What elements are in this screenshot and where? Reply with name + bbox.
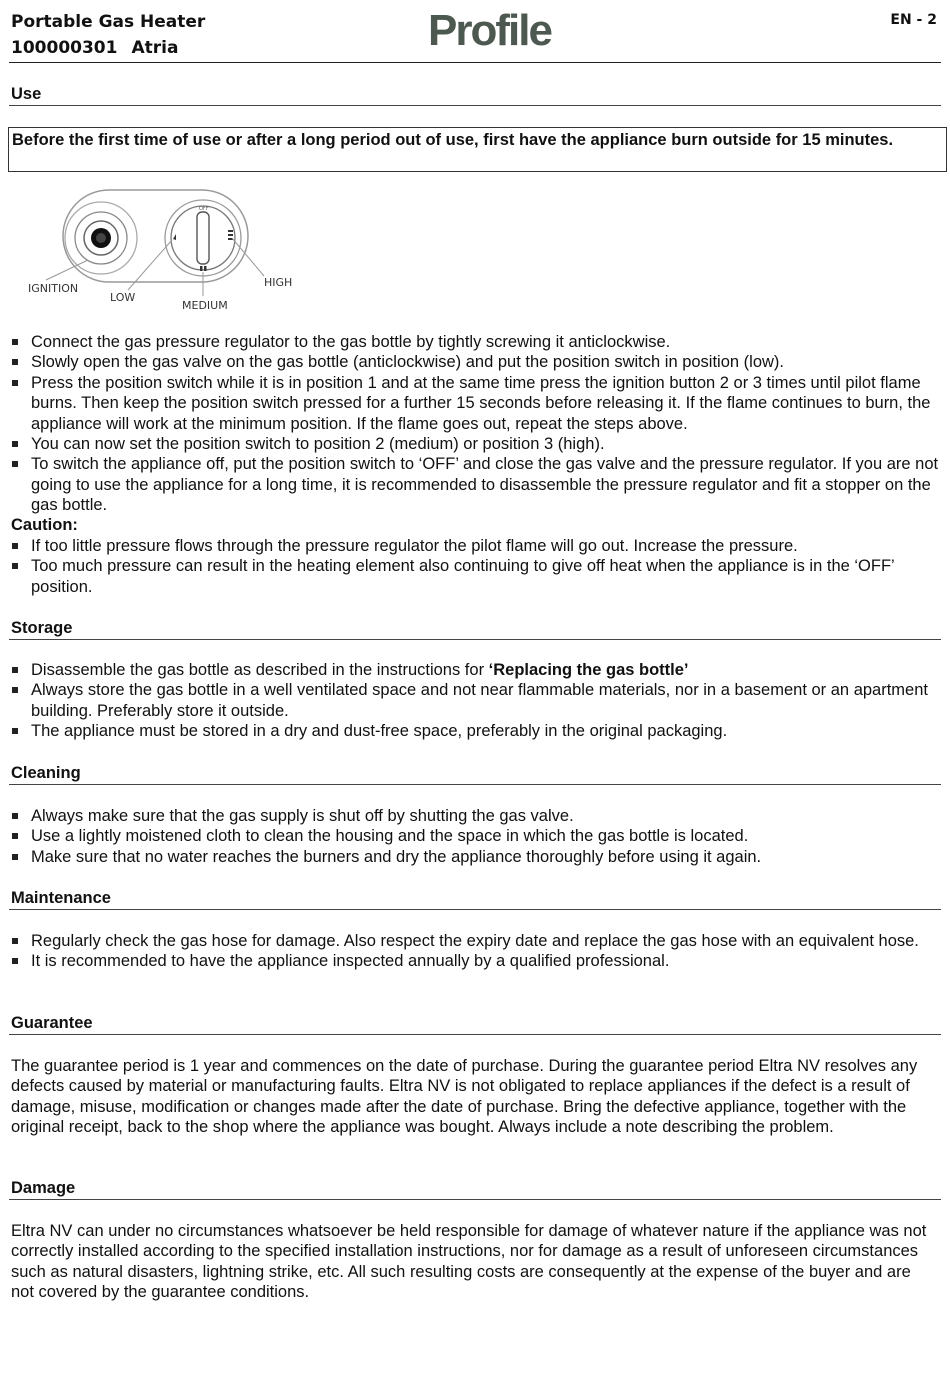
section-heading-damage: Damage [11,1179,76,1197]
list-item: The appliance must be stored in a dry and dust-free space, preferably in the original packaging. [11,721,940,741]
list-item: If too little pressure flows through the pressure regulator the pilot flame will go out. Increase the pressure. [11,536,940,556]
low-label: LOW [110,291,136,304]
page-header [0,0,950,64]
list-item: Make sure that no water reaches the burners and dry the appliance thoroughly before using it again. [11,847,940,867]
list-item: You can now set the position switch to position 2 (medium) or position 3 (high). [11,434,940,454]
model-name: Atria [131,38,179,58]
header-divider [9,62,941,63]
caution-label: Caution: [11,516,78,534]
high-label: HIGH [264,276,293,289]
list-item: Slowly open the gas valve on the gas bottle (anticlockwise) and put the position switch in position (low). [11,352,940,372]
list-item: Connect the gas pressure regulator to the gas bottle by tightly screwing it anticlockwise. [11,332,940,352]
section-divider [9,784,941,785]
list-item: Press the position switch while it is in position 1 and at the same time press the ignition button 2 or 3 times until pilot flame burns. Then keep the position switch pressed for a further 15 seconds before releasing it. If the flame continues to burn, the appliance will work at the minimum position. If the flame goes out, repeat the steps above. [11,373,940,434]
ignition-button-icon [65,202,137,274]
off-label: OFF [199,206,209,212]
first-use-notice: Before the first time of use or after a long period out of use, first have the appliance burn outside for 15 minutes. [8,127,947,172]
control-panel-diagram [18,186,298,316]
guarantee-text: The guarantee period is 1 year and commences on the date of purchase. During the guarantee period Eltra NV resolves any defects caused by material or manufacturing faults. Eltra NV is not obligated to replace appliances if the defect is a result of damage, misuse, modification or changes made after the date of purchase. Bring the defective appliance, together with the original receipt, back to the shop where the appliance was bought. Always include a note describing the problem. [11,1057,918,1137]
storage-text: Disassemble the gas bottle as described in the instructions for [31,661,489,679]
section-divider [9,105,941,106]
product-code-line [11,35,192,61]
caution-list [11,536,940,597]
storage-list [11,660,940,742]
ignition-leader-line [46,260,88,280]
list-item: It is recommended to have the appliance inspected annually by a qualified professional. [11,951,940,971]
section-heading-use: Use [11,85,42,103]
ignition-label: IGNITION [28,282,79,295]
page-number: EN - 2 [890,12,937,28]
section-divider [9,1034,941,1035]
medium-label: MEDIUM [182,299,228,312]
damage-text: Eltra NV can under no circumstances whatsoever be held responsible for damage of whatever nature if the appliance was not correctly installed according to the specified installation instructions, nor for damage as a result of unforeseen circumstances such as natural disasters, lightning strike, etc. All such resulting costs are consequently at the expense of the buyer and are not covered by the guarantee conditions. [11,1222,927,1302]
brand-logo: Profile [428,6,551,55]
product-code: 100000301 [11,38,118,58]
reference-replacing-gas-bottle: ‘Replacing the gas bottle’ [488,661,689,679]
section-divider [9,909,941,910]
list-item: Too much pressure can result in the heating element also continuing to give off heat when the appliance is in the ‘OFF’ position. [11,556,940,597]
list-item: To switch the appliance off, put the position switch to ‘OFF’ and close the gas valve and the pressure regulator. If you are not going to use the appliance for a long time, it is recommended to disassemble the pressure regulator and fit a stopper on the gas bottle. [11,454,940,515]
list-item [11,660,940,680]
list-item: Use a lightly moistened cloth to clean the housing and the space in which the gas bottle is located. [11,826,940,846]
document-title: Portable Gas Heater [11,12,206,32]
section-heading-maintenance: Maintenance [11,889,111,907]
cleaning-list [11,806,940,867]
section-heading-guarantee: Guarantee [11,1014,93,1032]
list-item: Always make sure that the gas supply is shut off by shutting the gas valve. [11,806,940,826]
section-divider [9,639,941,640]
section-heading-storage: Storage [11,619,73,637]
maintenance-list [11,931,940,972]
section-divider [9,1199,941,1200]
section-heading-cleaning: Cleaning [11,764,81,782]
use-steps-list [11,332,940,516]
list-item: Always store the gas bottle in a well ventilated space and not near flammable materials, nor in a basement or an apartment building. Preferably store it outside. [11,680,940,721]
list-item: Regularly check the gas hose for damage. Also respect the expiry date and replace the gas hose with an equivalent hose. [11,931,940,951]
